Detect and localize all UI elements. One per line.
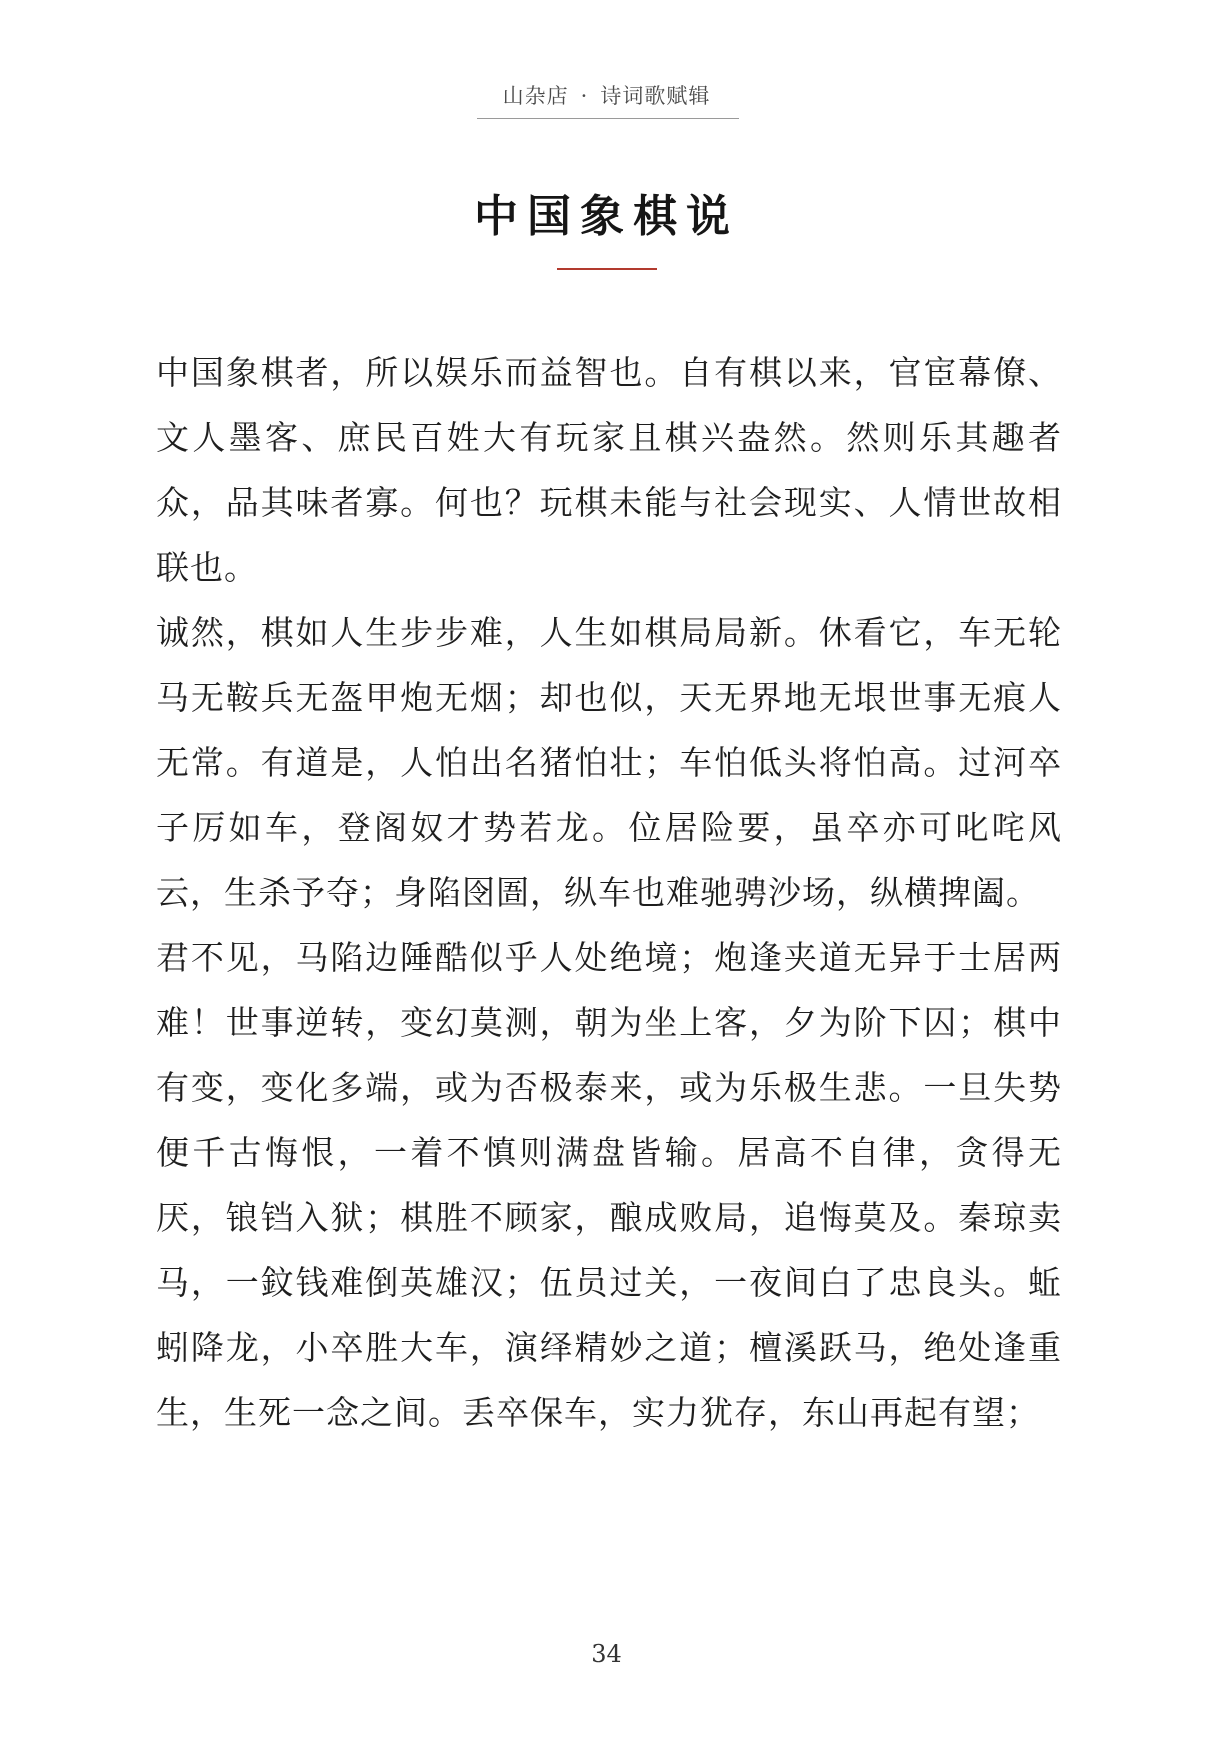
paragraph: 诚然，棋如人生步步难，人生如棋局局新。休看它，车无轮马无鞍兵无盔甲炮无烟；却也似，天无界地无垠世事无痕人无常。有道是，人怕出名猪怕壮；车怕低头将怕高。过河卒子厉如车，登阁奴才势若龙。位居险要，虽卒亦可叱咤风云，生杀予夺；身陷囹圄，纵车也难驰骋沙场，纵横捭阖。 [156, 613, 1062, 912]
paragraph: 君不见，马陷边陲酷似乎人处绝境；炮逢夹道无异于士居两难！世事逆转，变幻莫测，朝为坐上客，夕为阶下囚；棋中有变，变化多端，或为否极泰来，或为乐极生悲。一旦失势便千古悔恨，一着不慎则满盘皆输。居高不自律，贪得无厌，锒铛入狱；棋胜不顾家，酿成败局，追悔莫及。秦琼卖马，一鈫钱难倒英雄汉；伍员过关，一夜间白了忠良头。蚯蚓降龙，小卒胜大车，演绎精妙之道；檀溪跃马，绝处逢重生，生死一念之间。丢卒保车，实力犹存，东山再起有望； [156, 938, 1062, 1432]
header-section-title: 诗词歌赋辑 [600, 84, 711, 108]
header-separator: · [580, 84, 589, 108]
title-underline [557, 268, 657, 270]
article-body [156, 340, 1062, 1445]
header-book-title: 山杂店 [502, 84, 569, 108]
header-divider [477, 118, 739, 119]
page-number: 34 [591, 1640, 622, 1668]
paragraph: 中国象棋者，所以娱乐而益智也。自有棋以来，官宦幕僚、文人墨客、庶民百姓大有玩家且棋兴盎然。然则乐其趣者众，品其味者寡。何也？玩棋未能与社会现实、人情世故相联也。 [156, 353, 1062, 587]
article-title: 中国象棋说 [474, 191, 739, 242]
running-header [0, 80, 1213, 110]
